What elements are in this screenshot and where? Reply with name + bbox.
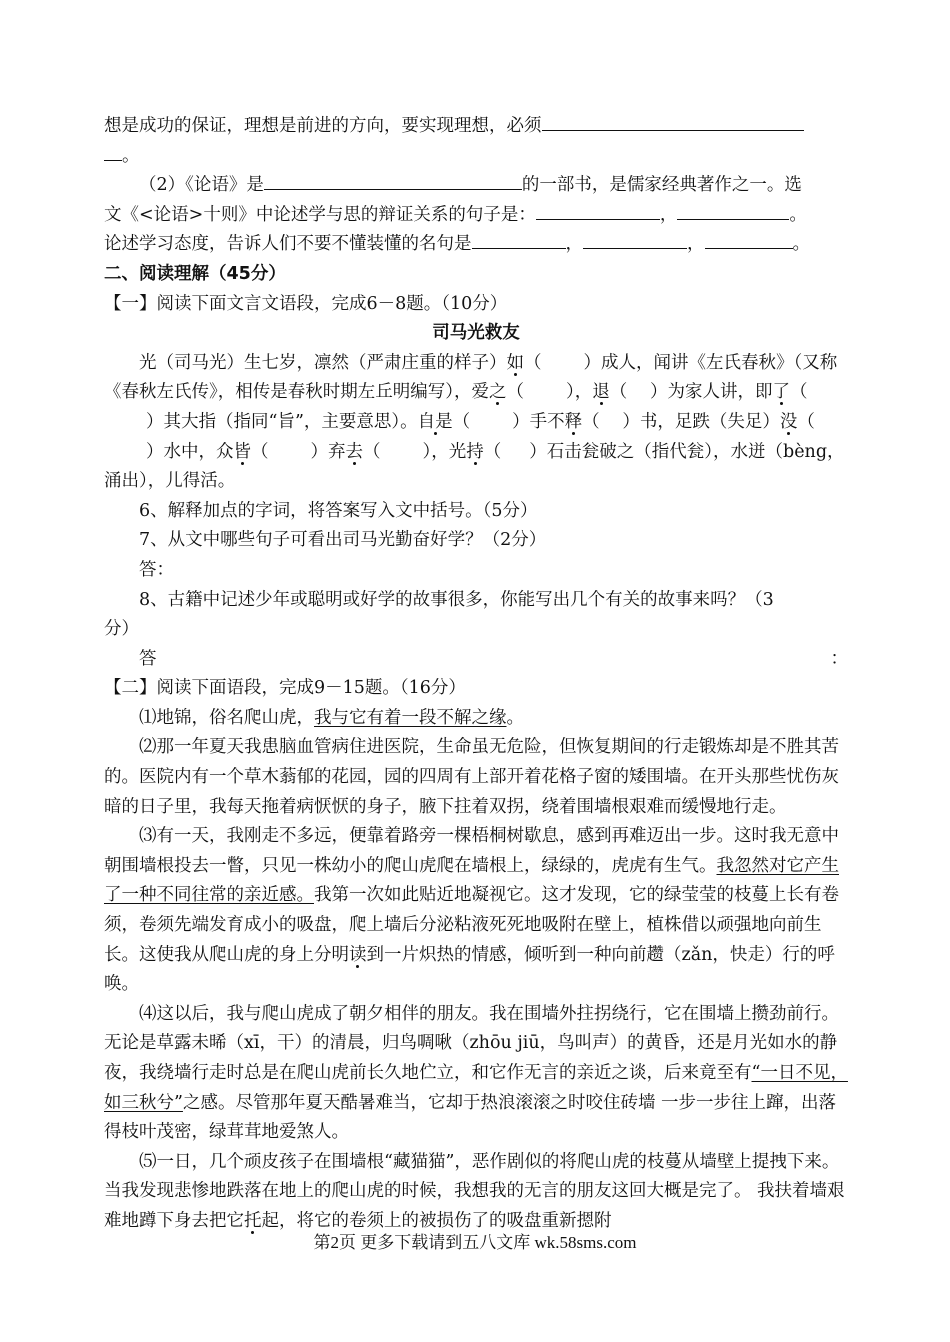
answer-blank[interactable] <box>536 202 660 220</box>
paragraph-1 <box>104 704 848 734</box>
passage-text: ⑶有一天，我刚走不多远，便靠着路旁一棵梧桐树歇息，感到再难迈出一步。这时我无意中朝围墙根投去一瞥，只见一株幼小的爬山虎爬在墙根上，绿绿的，虎虎有生气。 <box>104 826 839 876</box>
passage-text: ⑴地锦，俗名爬山虎， <box>139 707 314 728</box>
dotted-word: 了 <box>772 382 790 403</box>
passage-text: ）其大指（指同“旨”，主要意思）。 <box>146 411 418 432</box>
fill-text: 。 <box>122 145 140 166</box>
dotted-word: 皆 <box>233 441 251 462</box>
dotted-word: 托 <box>244 1210 262 1231</box>
classical-passage <box>104 349 848 497</box>
paragraph-4 <box>104 1000 848 1148</box>
answer-blank[interactable] <box>542 113 804 131</box>
dotted-word: 没 <box>779 411 798 432</box>
paren-open: （ <box>609 382 628 403</box>
underlined-quote: “一日不见，如三秋兮” <box>104 1063 848 1113</box>
page-footer: 第2页 更多下载请到五八文库 wk.58sms.com <box>313 1233 637 1252</box>
fill-line-2 <box>104 142 848 172</box>
question-2-line-2 <box>104 201 848 231</box>
dotted-word: 如 <box>506 352 524 373</box>
question-8-answer-line <box>104 645 848 675</box>
question-2-line-1 <box>104 171 848 201</box>
passage-text: ⑷这以后，我与爬山虎成了朝夕相伴的朋友。我在围墙外拄拐绕行，它在围墙上攒劲前行。无论是草露未晞（xī，干）的清晨，归鸟啁啾（zhōu jiū，鸟叫声）的黄昏，还是月光如水的静夜，我绕墙行走时总是在爬山虎前长久地伫立，和它作无言的亲近之谈，后来竟至有 <box>104 1003 839 1083</box>
paren-open: （ <box>251 441 269 462</box>
dotted-word: 退 <box>592 382 610 403</box>
paren-open: （ <box>452 411 471 432</box>
passage-text: 我第一次如此贴近地凝视它。这才发现，它的绿莹莹的枝蔓上长有卷须，卷须先端发育成小的吸盘，爬上墙后分泌粘液死死地吸附在壁上，植株借以顽强地向前生长。这使我从爬山虎的身上分明 <box>104 885 839 965</box>
fill-line-1 <box>104 112 848 142</box>
paragraph-5 <box>104 1148 848 1237</box>
question-8: 8、古籍中记述少年或聪明或好学的故事很多，你能写出几个有关的故事来吗？（3 <box>139 589 774 610</box>
passage-title: 司马光救友 <box>432 323 520 344</box>
paragraph-3 <box>104 822 848 1000</box>
answer-blank[interactable] <box>472 231 566 249</box>
fill-text: 想是成功的保证，理想是前进的方向，要实现理想，必须 <box>104 116 542 136</box>
passage-text: 光（司马光）生七岁，凛然（严肃庄重的样子） <box>139 352 507 373</box>
underlined-sentence: 我忽然对它产生了一种不同往常的亲近感。 <box>104 855 839 906</box>
punct: 。 <box>789 204 807 225</box>
question-text: （2）《论语》是 <box>139 175 264 196</box>
answer-blank[interactable] <box>264 172 522 190</box>
question-text: 文《<论语>十则》中论述学与思的辩证关系的句子是： <box>104 204 536 225</box>
part1-intro: 【一】阅读下面文言文语段，完成6－8题。（10分） <box>104 293 508 314</box>
paren-open: （ <box>363 441 381 462</box>
question-2-line-3 <box>104 230 848 260</box>
answer-blank[interactable] <box>705 231 793 249</box>
passage-text: ），光 <box>422 441 467 462</box>
punct: 。 <box>792 234 810 255</box>
answer-blank[interactable] <box>677 202 789 220</box>
punct: ， <box>659 204 678 225</box>
passage-text: ）水中，众 <box>146 441 234 462</box>
exam-page <box>104 112 848 1237</box>
passage-text: 。 <box>506 707 524 728</box>
passage-text: 到一片炽热的情感，倾听到一种向前趱（zǎn，快走）行的呼唤。 <box>104 944 835 995</box>
paren-open: （ <box>790 382 808 403</box>
answer-blank[interactable] <box>583 231 687 249</box>
passage-text: ⑸一日，几个顽皮孩子在围墙根“藏猫猫”，恶作剧似的将爬山虎的枝蔓从墙壁上提拽下来。当我发现悲惨地跌落在地上的爬山虎的时候，我想我的无言的朋友这回大概是完了。 我扶着墙艰难地蹲下身去把它 <box>104 1151 845 1231</box>
paren-open: （ <box>797 411 815 432</box>
dotted-word: 释 <box>564 411 583 432</box>
question-6: 6、解释加点的字词，将答案写入文中括号。（5分） <box>139 500 538 521</box>
passage-text: 之感。尽管那年夏天酷暑难当，它却于热浪滚滚之时咬住砖墙 一步一步往上蹿，出落得枝叶茂密，绿茸茸地爱煞人。 <box>104 1092 837 1143</box>
punct: ， <box>565 234 583 255</box>
paren-open: （ <box>582 411 600 432</box>
answer-blank[interactable] <box>104 143 122 161</box>
dotted-word: 自是 <box>417 411 453 432</box>
section-heading: 二、阅读理解（45分） <box>104 263 286 284</box>
answer-colon: ： <box>830 648 848 669</box>
answer-label: 答 <box>139 648 157 669</box>
passage-text: ）， <box>566 382 593 403</box>
question-text: 的一部书，是儒家经典著作之一。选 <box>521 175 802 196</box>
paren-open: （ <box>483 441 502 462</box>
passage-text: 秋》（又称《春秋左氏传》，相传是春秋时期左丘明编写），爱 <box>104 352 838 403</box>
passage-text: 起，将它的卷须上的被损伤了的吸盘重新摁附 <box>261 1210 612 1231</box>
passage-text: ）弃 <box>310 441 346 462</box>
passage-text: ）成人，闻讲《左氏春 <box>583 352 759 373</box>
dotted-word: 去 <box>345 441 363 462</box>
punct: ， <box>687 234 705 255</box>
dotted-word: 持 <box>466 441 484 462</box>
question-7-answer-label: 答： <box>139 559 174 580</box>
paren-open: （ <box>524 352 542 373</box>
dotted-word: 之 <box>489 382 507 403</box>
passage-text: ）手不 <box>512 411 565 432</box>
question-8-cont: 分） <box>104 619 139 640</box>
underlined-sentence: 我与它有着一段不解之缘 <box>314 707 507 728</box>
question-text: 论述学习态度，告诉人们不要不懂装懂的名句是 <box>104 234 472 255</box>
paren-open: （ <box>506 382 524 403</box>
dotted-word: 读 <box>349 944 367 965</box>
paragraph-2: ⑵那一年夏天我患脑血管病住进医院，生命虽无危险，但恢复期间的行走锻炼却是不胜其苦的。医院内有一个草木蓊郁的花园，园的四周有上部开着花格子窗的矮围墙。在开头那些忧伤灰暗的日子里，我每天拖着病恹恹的身子，腋下拄着双拐，绕着围墙根艰难而缓慢地行走。 <box>104 737 839 817</box>
part2-intro: 【二】阅读下面语段，完成9－15题。（16分） <box>104 678 466 699</box>
passage-text: ）为家人讲，即 <box>650 382 773 403</box>
passage-text: ）书，足跌（失足） <box>622 411 780 432</box>
passage-text: 破之（指代瓮），水迸（bèng，涌出），儿得活。 <box>104 441 845 492</box>
passage-text: ）石击瓮 <box>529 441 600 462</box>
question-7: 7、从文中哪些句子可看出司马光勤奋好学？（2分） <box>139 530 547 551</box>
